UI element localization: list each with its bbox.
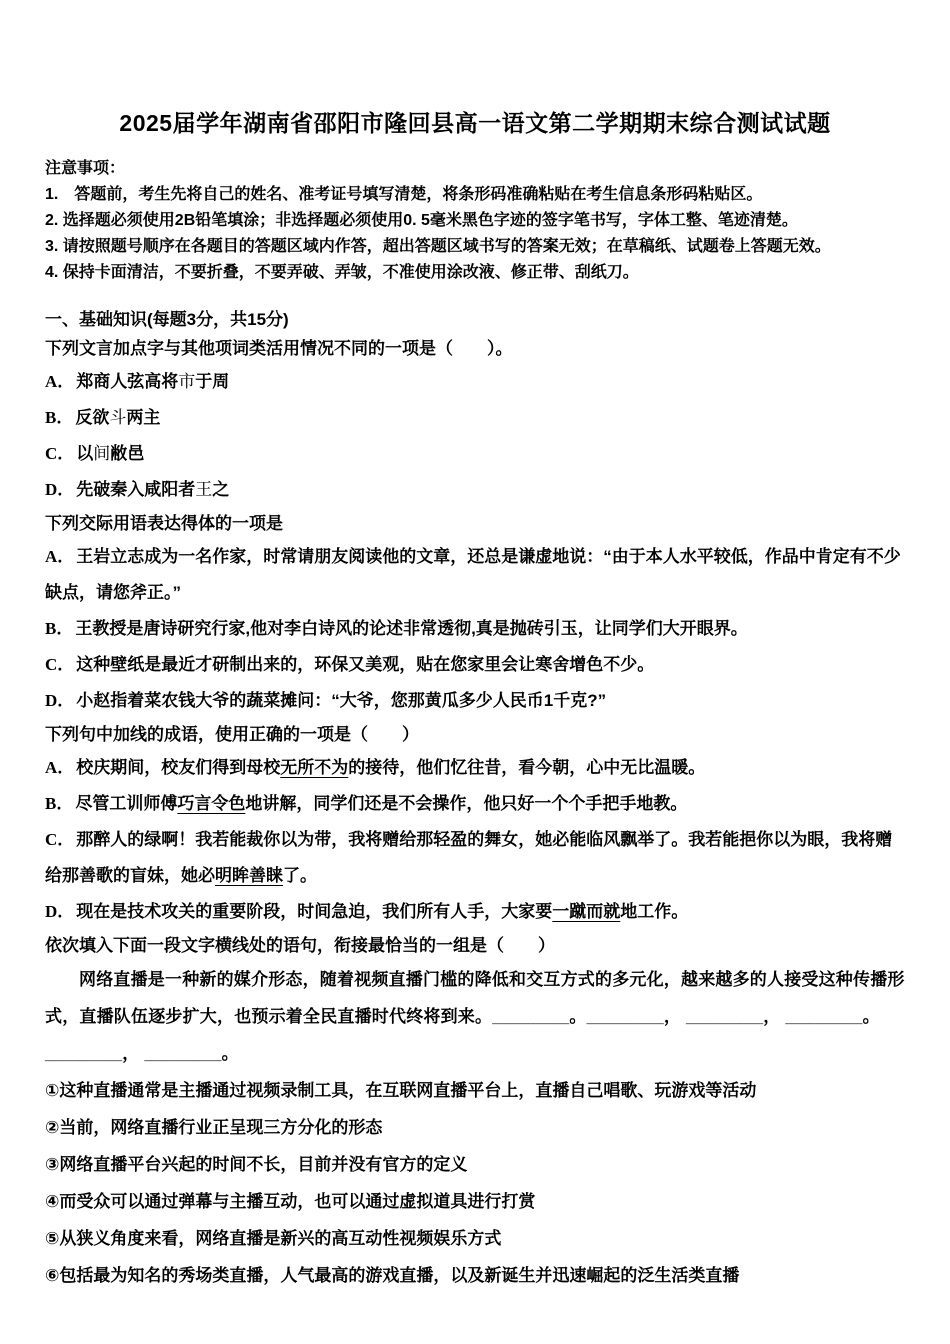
option-label-D: D．: [45, 691, 75, 710]
question-3-option-A: [45, 750, 905, 786]
option-text: [76, 758, 705, 777]
option-text: [45, 830, 892, 885]
plain-text: 敝邑: [110, 444, 145, 463]
question-2-option-A: [45, 539, 905, 611]
option-label-A: A．: [45, 372, 75, 391]
question-4: [45, 930, 905, 1294]
question-2-stem: 下列交际用语表达得体的一项是: [45, 514, 283, 533]
fill-in-paragraph: 网络直播是一种新的媒介形态，随着视频直播门槛的降低和交互方式的多元化，越来越多的人接受这种传播形式，直播队伍逐步扩大，也预示着全民直播时代终将到来。________。________， ________， ________。________， ________。: [45, 970, 905, 1063]
emphasized-char: 间: [93, 444, 111, 463]
emphasized-char: 斗: [109, 408, 127, 427]
option-text: [75, 794, 687, 813]
emphasized-char: 王: [195, 480, 213, 499]
question-4-stem: 依次填入下面一段文字横线处的语句，衔接最恰当的一组是（ ）: [45, 936, 555, 955]
plain-text: 之: [212, 480, 230, 499]
numbered-sentence-1: ①这种直播通常是主播通过视频录制工具，在互联网直播平台上，直播自己唱歌、玩游戏等活动: [45, 1081, 757, 1100]
option-label-D: D．: [45, 902, 75, 921]
plain-text: 王教授是唐诗研究行家,他对李白诗风的论述非常透彻,真是抛砖引玉，让同学们大开眼界。: [75, 619, 748, 638]
notice-list: [45, 182, 905, 286]
plain-text: 校庆期间，校友们得到母校: [76, 758, 281, 777]
option-label-B: B．: [45, 794, 74, 813]
question-2-option-B: [45, 611, 905, 647]
plain-text: 尽管工训师傅: [75, 794, 178, 813]
notice-heading: 注意事项：: [45, 160, 126, 177]
plain-text: 郑商人弦高将: [76, 372, 179, 391]
notice-item-1: 1. 答题前，考生先将自己的姓名、准考证号填写清楚，将条形码准确粘贴在考生信息条形码粘贴区。: [45, 186, 763, 203]
plain-text: 这种壁纸是最近才研制出来的，环保又美观，贴在您家里会让寒舍增色不少。: [76, 655, 655, 674]
plain-text: 小赵指着菜农钱大爷的蔬菜摊问：“大爷，您那黄瓜多少人民币1千克?”: [76, 691, 607, 710]
question-3-option-B: [45, 786, 905, 822]
plain-text: 地工作。: [620, 902, 689, 921]
section-heading: 一、基础知识(每题3分，共15分): [45, 310, 289, 329]
option-label-C: C．: [45, 655, 75, 674]
option-text: [75, 408, 160, 427]
question-3-option-D: [45, 894, 905, 930]
numbered-sentence-2: ②当前，网络直播行业正呈现三方分化的形态: [45, 1118, 383, 1137]
question-1-option-C: [45, 436, 905, 472]
question-1-stem: 下列文言加点字与其他项词类活用情况不同的一项是（ ）。: [45, 339, 513, 358]
notice-item-3: 3. 请按照题号顺序在各题目的答题区域内作答，超出答题区域书写的答案无效；在草稿纸、试题卷上答题无效。: [45, 238, 831, 255]
notice-item-2: 2. 选择题必须使用2B铅笔填涂；非选择题必须使用0. 5毫米黑色字迹的签字笔书写，字体工整、笔迹清楚。: [45, 212, 798, 229]
question-1-option-B: [45, 400, 905, 436]
notice-section: [45, 156, 905, 286]
option-label-C: C．: [45, 830, 75, 849]
option-text: [76, 444, 144, 463]
plain-text: 反欲: [75, 408, 110, 427]
option-text: [76, 691, 606, 710]
option-label-B: B．: [45, 619, 74, 638]
notice-item-4: 4. 保持卡面清洁，不要折叠，不要弄破、弄皱，不准使用涂改液、修正带、刮纸刀。: [45, 264, 639, 281]
option-label-C: C．: [45, 444, 75, 463]
numbered-sentence-4: ④而受众可以通过弹幕与主播互动，也可以通过虚拟道具进行打赏: [45, 1192, 536, 1211]
option-text: [76, 902, 688, 921]
underlined-idiom: 巧言令色: [177, 794, 246, 813]
plain-text: 先破秦入咸阳者: [76, 480, 196, 499]
question-3-option-C: [45, 822, 905, 894]
option-text: [76, 655, 654, 674]
question-1-option-D: [45, 472, 905, 508]
plain-text: 于周: [195, 372, 230, 391]
plain-text: 以: [76, 444, 94, 463]
option-text: [75, 619, 747, 638]
numbered-sentence-3: ③网络直播平台兴起的时间不长，目前并没有官方的定义: [45, 1155, 468, 1174]
option-text: [45, 547, 901, 602]
plain-text: 两主: [126, 408, 161, 427]
emphasized-char: 市: [178, 372, 196, 391]
question-3: [45, 719, 905, 930]
question-1-option-A: [45, 364, 905, 400]
plain-text: 那醉人的绿啊！我若能裁你以为带，我将赠给那轻盈的舞女，她必能临风飘举了。我若能挹你以为眼，我将赠给那善歌的盲妹，她必: [45, 830, 893, 885]
underlined-idiom: 一蹴而就: [552, 902, 621, 921]
plain-text: 的接待，他们忆往昔，看今朝，心中无比温暖。: [348, 758, 706, 777]
option-label-A: A．: [45, 758, 75, 777]
option-text: [76, 372, 229, 391]
option-label-D: D．: [45, 480, 75, 499]
page-title: 2025届学年湖南省邵阳市隆回县高一语文第二学期期末综合测试试题: [119, 110, 831, 136]
section-basic-knowledge: [45, 306, 905, 1294]
questions: [45, 333, 905, 1294]
option-text: [76, 480, 229, 499]
question-2-option-C: [45, 647, 905, 683]
plain-text: 了。: [283, 866, 317, 885]
question-2: [45, 508, 905, 719]
underlined-idiom: 明眸善睐: [215, 866, 283, 885]
numbered-sentence-6: ⑥包括最为知名的秀场类直播，人气最高的游戏直播，以及新诞生并迅速崛起的泛生活类直播: [45, 1266, 740, 1285]
option-label-B: B．: [45, 408, 74, 427]
question-3-stem: 下列句中加线的成语，使用正确的一项是（ ）: [45, 725, 419, 744]
option-label-A: A．: [45, 547, 75, 566]
underlined-idiom: 无所不为: [280, 758, 349, 777]
plain-text: 现在是技术攻关的重要阶段，时间急迫，我们所有人手，大家要: [76, 902, 553, 921]
question-2-option-D: [45, 683, 905, 719]
question-1: [45, 333, 905, 508]
plain-text: 地讲解，同学们还是不会操作，他只好一个个手把手地教。: [245, 794, 688, 813]
numbered-sentence-5: ⑤从狭义角度来看，网络直播是新兴的高互动性视频娱乐方式: [45, 1229, 502, 1248]
plain-text: 王岩立志成为一名作家，时常请朋友阅读他的文章，还总是谦虚地说：“由于本人水平较低，作品中肯定有不少缺点，请您斧正。”: [45, 547, 901, 602]
